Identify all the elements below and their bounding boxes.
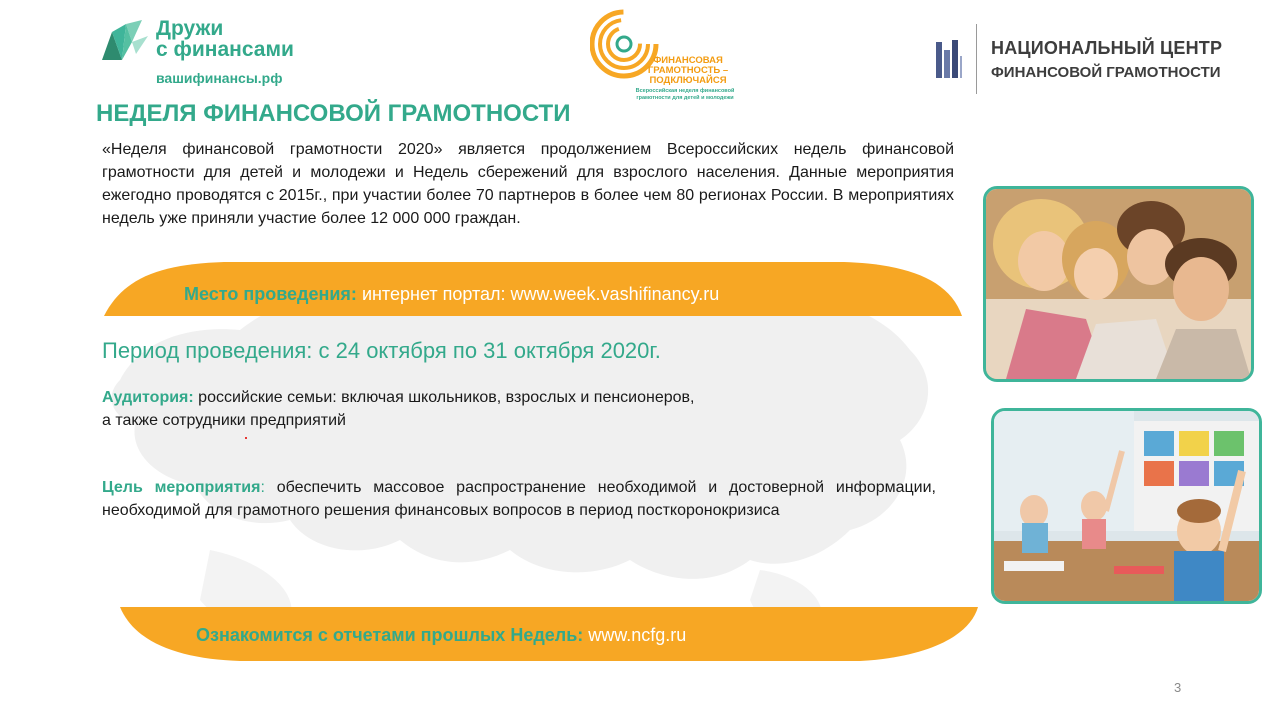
goal-label: Цель мероприятия [102,479,261,496]
logo-text: ФИНАНСОВАЯ ГРАМОТНОСТЬ – ПОДКЛЮЧАЙСЯ [647,55,729,86]
goal-block [102,476,936,522]
brand-name: Дружи с финансами [156,17,294,61]
audience-line2: а также сотрудники предприятий [102,412,346,429]
goal-value: обеспечить массовое распространение необходимой и достоверной информации, необходимой для грамотного решения финансовых вопросов в период посткоронокризиса [102,479,937,519]
page-title: НЕДЕЛЯ ФИНАНСОВОЙ ГРАМОТНОСТИ [96,100,571,127]
bar-chart-icon [936,38,962,78]
venue-banner [104,256,964,318]
ncfg-name-line2: ФИНАНСОВОЙ ГРАМОТНОСТИ [991,64,1221,81]
brand-site: вашифинансы.рф [156,70,283,86]
page-number: 3 [1174,680,1182,695]
logo-divider [976,24,977,94]
audience-label: Аудитория: [102,389,194,406]
reports-text [196,625,686,646]
reports-label: Ознакомится с отчетами прошлых Недель [196,625,578,645]
reports-value[interactable]: www.ncfg.ru [583,625,687,645]
reports-banner [120,605,980,663]
ncfg-logo [936,24,1266,96]
logo-subtitle: Всероссийская неделя финансовой грамотности для детей и молодежи [635,88,735,101]
druzhi-s-finansami-logo [102,18,332,88]
audience-line1: российские семьи: включая школьников, взрослых и пенсионеров, [193,389,695,406]
intro-paragraph: «Неделя финансовой грамотности 2020» является продолжением Всероссийских недель финансовой грамотности для детей и молодежи и Недель сбережений для взрослого населения. Данные мероприятия ежегодно проводятся с 2015г., при участии более 70 партнеров в более чем 80 регионах России. В мероприятиях недель уже приняли участие более 12 000 000 граждан. [102,141,954,227]
financial-literacy-logo [590,6,750,106]
red-dot [245,437,247,439]
reports-colon: : [577,625,584,645]
audience-block [102,386,842,432]
venue-text [184,284,719,305]
venue-value[interactable]: интернет портал: www.week.vashifinancy.ru [356,284,720,304]
origami-bird-icon [102,20,148,60]
event-period: Период проведения: с 24 октября по 31 октября 2020г. [102,338,661,363]
goal-colon: : [260,479,265,496]
ncfg-name-line1: НАЦИОНАЛЬНЫЙ ЦЕНТР [991,38,1223,58]
classroom-photo [991,408,1262,604]
family-photo [983,186,1254,382]
venue-label: Место проведения: [184,284,357,304]
